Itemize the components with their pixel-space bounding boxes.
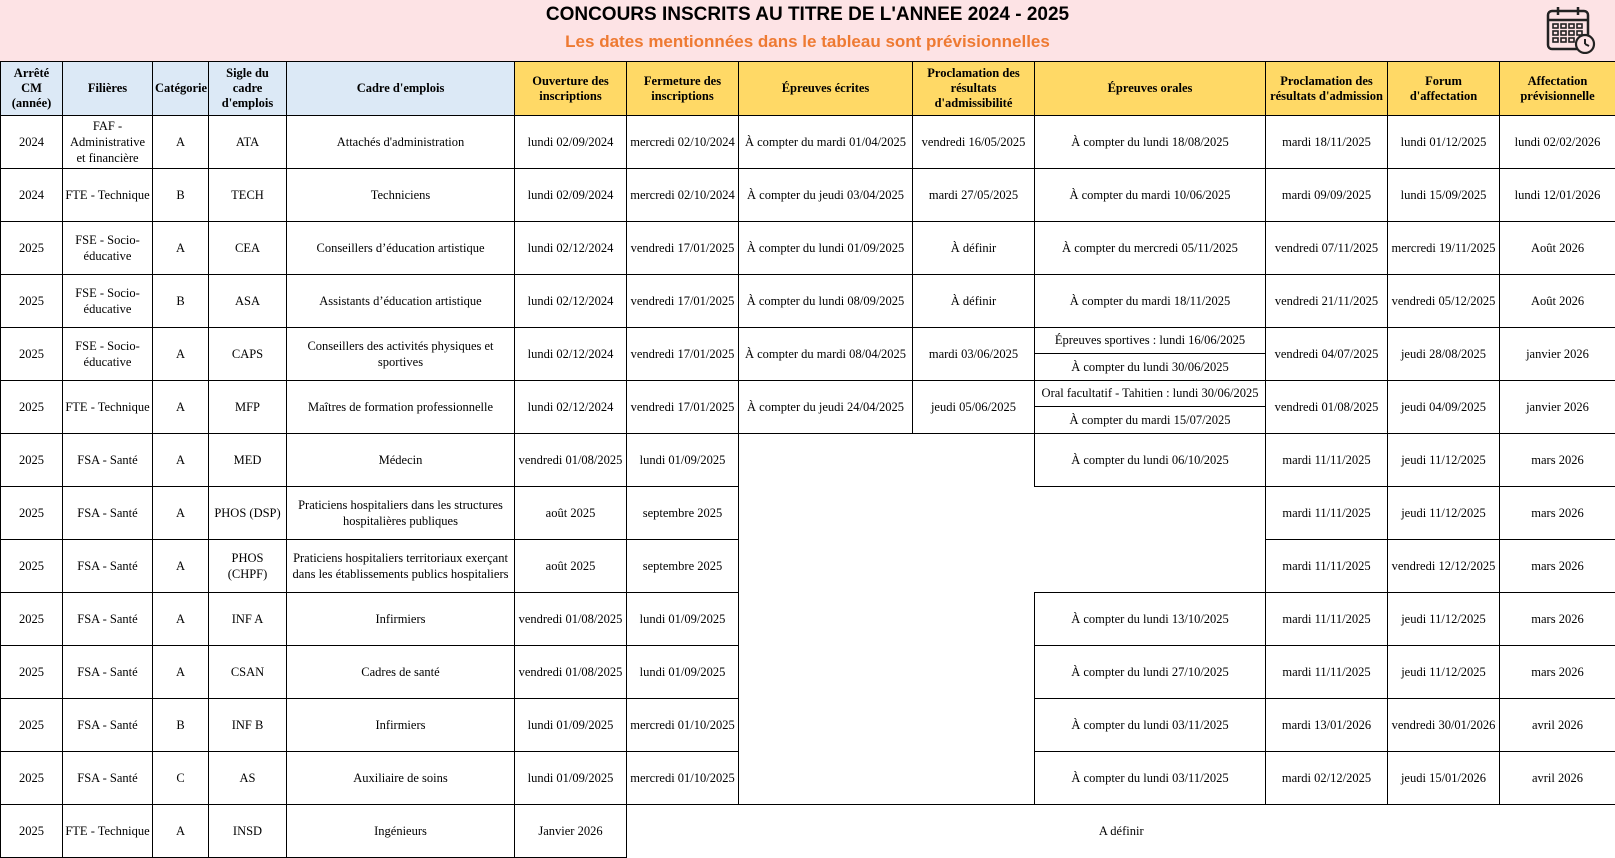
- filiere-cell: FSA - Santé: [63, 699, 153, 752]
- sigle-cell: ATA: [209, 116, 287, 169]
- sigle-cell: INSD: [209, 805, 287, 858]
- empty-cell: [739, 540, 1266, 593]
- categorie-cell: A: [153, 593, 209, 646]
- fermeture-cell: mercredi 01/10/2025: [627, 752, 739, 805]
- ouverture-cell: lundi 02/12/2024: [515, 222, 627, 275]
- affectation-cell: mars 2026: [1500, 646, 1615, 699]
- forum-cell: jeudi 11/12/2025: [1388, 487, 1500, 540]
- orales-cell: À compter du lundi 06/10/2025: [1035, 434, 1266, 487]
- ouverture-cell: août 2025: [515, 487, 627, 540]
- annee-cell: 2025: [1, 381, 63, 434]
- table-row: [1, 699, 1615, 752]
- table-row: [1, 593, 1615, 646]
- filiere-cell: FSA - Santé: [63, 752, 153, 805]
- categorie-cell: A: [153, 487, 209, 540]
- categorie-cell: A: [153, 328, 209, 381]
- forum-cell: jeudi 28/08/2025: [1388, 328, 1500, 381]
- cadre-cell: Médecin: [287, 434, 515, 487]
- ouverture-cell: lundi 02/12/2024: [515, 275, 627, 328]
- ecrites-cell: À compter du jeudi 24/04/2025: [739, 381, 913, 434]
- fermeture-cell: lundi 01/09/2025: [627, 434, 739, 487]
- admission-cell: mardi 11/11/2025: [1266, 487, 1388, 540]
- admission-cell: mardi 11/11/2025: [1266, 540, 1388, 593]
- forum-cell: mercredi 19/11/2025: [1388, 222, 1500, 275]
- affectation-cell: lundi 02/02/2026: [1500, 116, 1615, 169]
- affectation-cell: lundi 12/01/2026: [1500, 169, 1615, 222]
- forum-cell: jeudi 11/12/2025: [1388, 434, 1500, 487]
- affectation-cell: Août 2026: [1500, 222, 1615, 275]
- empty-cell: [739, 593, 1035, 646]
- filiere-cell: FAF - Administrative et financière: [63, 116, 153, 169]
- empty-cell: [739, 752, 1035, 805]
- affectation-cell: mars 2026: [1500, 434, 1615, 487]
- annee-cell: 2025: [1, 805, 63, 858]
- table-row: [1, 169, 1615, 222]
- annee-cell: 2025: [1, 540, 63, 593]
- admissibilite-cell: mardi 03/06/2025: [913, 328, 1035, 381]
- filiere-cell: FTE - Technique: [63, 169, 153, 222]
- ouverture-cell: lundi 02/12/2024: [515, 328, 627, 381]
- ouverture-cell: Janvier 2026: [515, 805, 627, 858]
- filiere-cell: FSA - Santé: [63, 540, 153, 593]
- fermeture-cell: vendredi 17/01/2025: [627, 222, 739, 275]
- affectation-cell: Août 2026: [1500, 275, 1615, 328]
- col-header: Forum d'affectation: [1388, 62, 1500, 116]
- orales-cell: [1035, 381, 1266, 434]
- table-row: [1, 487, 1615, 540]
- table-row: [1, 540, 1615, 593]
- col-header: Épreuves écrites: [739, 62, 913, 116]
- forum-cell: vendredi 30/01/2026: [1388, 699, 1500, 752]
- admission-cell: mardi 02/12/2025: [1266, 752, 1388, 805]
- table-row: [1, 116, 1615, 169]
- sigle-cell: MED: [209, 434, 287, 487]
- admissibilite-cell: À définir: [913, 275, 1035, 328]
- col-header: Ouverture des inscriptions: [515, 62, 627, 116]
- affectation-cell: avril 2026: [1500, 699, 1615, 752]
- orales-cell: À compter du mardi 18/11/2025: [1035, 275, 1266, 328]
- admission-cell: mardi 13/01/2026: [1266, 699, 1388, 752]
- admission-cell: mardi 11/11/2025: [1266, 434, 1388, 487]
- ecrites-cell: À compter du mardi 01/04/2025: [739, 116, 913, 169]
- orales-part-a: Oral facultatif - Tahitien : lundi 30/06/2025: [1035, 381, 1265, 407]
- affectation-cell: janvier 2026: [1500, 328, 1615, 381]
- orales-part-b: À compter du lundi 30/06/2025: [1035, 354, 1265, 380]
- orales-cell: À compter du lundi 03/11/2025: [1035, 699, 1266, 752]
- forum-cell: jeudi 04/09/2025: [1388, 381, 1500, 434]
- admissibilite-cell: jeudi 05/06/2025: [913, 381, 1035, 434]
- table-row: [1, 222, 1615, 275]
- table-row: [1, 381, 1615, 434]
- orales-cell: À compter du mardi 10/06/2025: [1035, 169, 1266, 222]
- annee-cell: 2025: [1, 434, 63, 487]
- cadre-cell: Cadres de santé: [287, 646, 515, 699]
- cadre-cell: Techniciens: [287, 169, 515, 222]
- col-header: Sigle du cadre d'emplois: [209, 62, 287, 116]
- annee-cell: 2025: [1, 752, 63, 805]
- annee-cell: 2025: [1, 328, 63, 381]
- table-row: [1, 328, 1615, 381]
- fermeture-cell: lundi 01/09/2025: [627, 593, 739, 646]
- table-row: [1, 805, 1615, 858]
- col-header: Filières: [63, 62, 153, 116]
- filiere-cell: FSA - Santé: [63, 434, 153, 487]
- ouverture-cell: lundi 02/12/2024: [515, 381, 627, 434]
- forum-cell: vendredi 12/12/2025: [1388, 540, 1500, 593]
- fermeture-cell: mercredi 02/10/2024: [627, 169, 739, 222]
- forum-cell: lundi 01/12/2025: [1388, 116, 1500, 169]
- categorie-cell: A: [153, 381, 209, 434]
- col-header: Proclamation des résultats d'admissibilité: [913, 62, 1035, 116]
- annee-cell: 2025: [1, 699, 63, 752]
- affectation-cell: mars 2026: [1500, 487, 1615, 540]
- categorie-cell: A: [153, 540, 209, 593]
- ouverture-cell: lundi 01/09/2025: [515, 699, 627, 752]
- cadre-cell: Assistants d’éducation artistique: [287, 275, 515, 328]
- annee-cell: 2025: [1, 275, 63, 328]
- col-header: Cadre d'emplois: [287, 62, 515, 116]
- sigle-cell: PHOS (CHPF): [209, 540, 287, 593]
- page-subtitle: Les dates mentionnées dans le tableau sont prévisionnelles: [0, 32, 1615, 52]
- orales-cell: À compter du lundi 03/11/2025: [1035, 752, 1266, 805]
- affectation-cell: mars 2026: [1500, 593, 1615, 646]
- empty-cell: [739, 487, 1266, 540]
- sigle-cell: MFP: [209, 381, 287, 434]
- admission-cell: vendredi 01/08/2025: [1266, 381, 1388, 434]
- cadre-cell: Praticiens hospitaliers territoriaux exerçant dans les établissements publics hospitaliers: [287, 540, 515, 593]
- filiere-cell: FSE - Socio-éducative: [63, 275, 153, 328]
- affectation-cell: avril 2026: [1500, 752, 1615, 805]
- annee-cell: 2025: [1, 593, 63, 646]
- categorie-cell: A: [153, 646, 209, 699]
- filiere-cell: FTE - Technique: [63, 805, 153, 858]
- filiere-cell: FTE - Technique: [63, 381, 153, 434]
- sigle-cell: PHOS (DSP): [209, 487, 287, 540]
- empty-cell: [739, 646, 1035, 699]
- cadre-cell: Conseillers des activités physiques et sportives: [287, 328, 515, 381]
- categorie-cell: B: [153, 275, 209, 328]
- col-header: Proclamation des résultats d'admission: [1266, 62, 1388, 116]
- fermeture-cell: septembre 2025: [627, 540, 739, 593]
- fermeture-cell: vendredi 17/01/2025: [627, 381, 739, 434]
- fermeture-cell: septembre 2025: [627, 487, 739, 540]
- fermeture-cell: mercredi 01/10/2025: [627, 699, 739, 752]
- col-header: Fermeture des inscriptions: [627, 62, 739, 116]
- admission-cell: mardi 09/09/2025: [1266, 169, 1388, 222]
- col-header: Épreuves orales: [1035, 62, 1266, 116]
- cadre-cell: Attachés d'administration: [287, 116, 515, 169]
- annee-cell: 2025: [1, 646, 63, 699]
- admission-cell: vendredi 21/11/2025: [1266, 275, 1388, 328]
- table-row: [1, 752, 1615, 805]
- orales-cell: À compter du mercredi 05/11/2025: [1035, 222, 1266, 275]
- orales-part-a: Épreuves sportives : lundi 16/06/2025: [1035, 328, 1265, 354]
- table-row: [1, 275, 1615, 328]
- ecrites-cell: À compter du lundi 01/09/2025: [739, 222, 913, 275]
- filiere-cell: FSA - Santé: [63, 593, 153, 646]
- admission-cell: mardi 11/11/2025: [1266, 646, 1388, 699]
- admission-cell: mardi 18/11/2025: [1266, 116, 1388, 169]
- ouverture-cell: vendredi 01/08/2025: [515, 593, 627, 646]
- cadre-cell: Auxiliaire de soins: [287, 752, 515, 805]
- annee-cell: 2024: [1, 116, 63, 169]
- categorie-cell: A: [153, 434, 209, 487]
- forum-cell: jeudi 15/01/2026: [1388, 752, 1500, 805]
- admission-cell: vendredi 07/11/2025: [1266, 222, 1388, 275]
- col-header: Arrêté CM (année): [1, 62, 63, 116]
- categorie-cell: A: [153, 116, 209, 169]
- categorie-cell: B: [153, 169, 209, 222]
- categorie-cell: C: [153, 752, 209, 805]
- ecrites-cell: À compter du lundi 08/09/2025: [739, 275, 913, 328]
- categorie-cell: A: [153, 805, 209, 858]
- sigle-cell: CSAN: [209, 646, 287, 699]
- orales-cell: À compter du lundi 18/08/2025: [1035, 116, 1266, 169]
- annee-cell: 2025: [1, 487, 63, 540]
- empty-cell: [739, 434, 1035, 487]
- ecrites-cell: À compter du jeudi 03/04/2025: [739, 169, 913, 222]
- filiere-cell: FSE - Socio-éducative: [63, 222, 153, 275]
- ouverture-cell: lundi 02/09/2024: [515, 169, 627, 222]
- ouverture-cell: vendredi 01/08/2025: [515, 646, 627, 699]
- col-header: Affectation prévisionnelle: [1500, 62, 1615, 116]
- cadre-cell: Praticiens hospitaliers dans les structures hospitalières publiques: [287, 487, 515, 540]
- orales-cell: [1035, 328, 1266, 381]
- ouverture-cell: août 2025: [515, 540, 627, 593]
- sigle-cell: INF A: [209, 593, 287, 646]
- annee-cell: 2024: [1, 169, 63, 222]
- header-row: [1, 62, 1615, 116]
- admission-cell: vendredi 04/07/2025: [1266, 328, 1388, 381]
- forum-cell: vendredi 05/12/2025: [1388, 275, 1500, 328]
- cadre-cell: Infirmiers: [287, 699, 515, 752]
- sigle-cell: ASA: [209, 275, 287, 328]
- sigle-cell: CAPS: [209, 328, 287, 381]
- sigle-cell: CEA: [209, 222, 287, 275]
- cadre-cell: Infirmiers: [287, 593, 515, 646]
- table-row: [1, 434, 1615, 487]
- admissibilite-cell: mardi 27/05/2025: [913, 169, 1035, 222]
- affectation-cell: janvier 2026: [1500, 381, 1615, 434]
- page-title: CONCOURS INSCRITS AU TITRE DE L'ANNEE 2024 - 2025: [0, 4, 1615, 26]
- sigle-cell: AS: [209, 752, 287, 805]
- admissibilite-cell: vendredi 16/05/2025: [913, 116, 1035, 169]
- ecrites-cell: À compter du mardi 08/04/2025: [739, 328, 913, 381]
- affectation-cell: mars 2026: [1500, 540, 1615, 593]
- forum-cell: jeudi 11/12/2025: [1388, 646, 1500, 699]
- categorie-cell: B: [153, 699, 209, 752]
- cadre-cell: Maîtres de formation professionnelle: [287, 381, 515, 434]
- sigle-cell: INF B: [209, 699, 287, 752]
- admissibilite-cell: À définir: [913, 222, 1035, 275]
- ouverture-cell: vendredi 01/08/2025: [515, 434, 627, 487]
- concours-table: [0, 61, 1615, 858]
- filiere-cell: FSE - Socio-éducative: [63, 328, 153, 381]
- annee-cell: 2025: [1, 222, 63, 275]
- fermeture-cell: vendredi 17/01/2025: [627, 328, 739, 381]
- forum-cell: lundi 15/09/2025: [1388, 169, 1500, 222]
- categorie-cell: A: [153, 222, 209, 275]
- cadre-cell: Conseillers d’éducation artistique: [287, 222, 515, 275]
- orales-cell: À compter du lundi 13/10/2025: [1035, 593, 1266, 646]
- cadre-cell: Ingénieurs: [287, 805, 515, 858]
- fermeture-cell: vendredi 17/01/2025: [627, 275, 739, 328]
- ouverture-cell: lundi 02/09/2024: [515, 116, 627, 169]
- forum-cell: jeudi 11/12/2025: [1388, 593, 1500, 646]
- orales-cell: À compter du lundi 27/10/2025: [1035, 646, 1266, 699]
- fermeture-cell: mercredi 02/10/2024: [627, 116, 739, 169]
- orales-part-b: À compter du mardi 15/07/2025: [1035, 407, 1265, 433]
- filiere-cell: FSA - Santé: [63, 646, 153, 699]
- fermeture-cell: lundi 01/09/2025: [627, 646, 739, 699]
- table-row: [1, 646, 1615, 699]
- col-header: Catégorie: [153, 62, 209, 116]
- ouverture-cell: lundi 01/09/2025: [515, 752, 627, 805]
- a-definir-cell: A définir: [627, 805, 1615, 858]
- sigle-cell: TECH: [209, 169, 287, 222]
- empty-cell: [739, 699, 1035, 752]
- filiere-cell: FSA - Santé: [63, 487, 153, 540]
- admission-cell: mardi 11/11/2025: [1266, 593, 1388, 646]
- calendar-icon: [1545, 4, 1597, 54]
